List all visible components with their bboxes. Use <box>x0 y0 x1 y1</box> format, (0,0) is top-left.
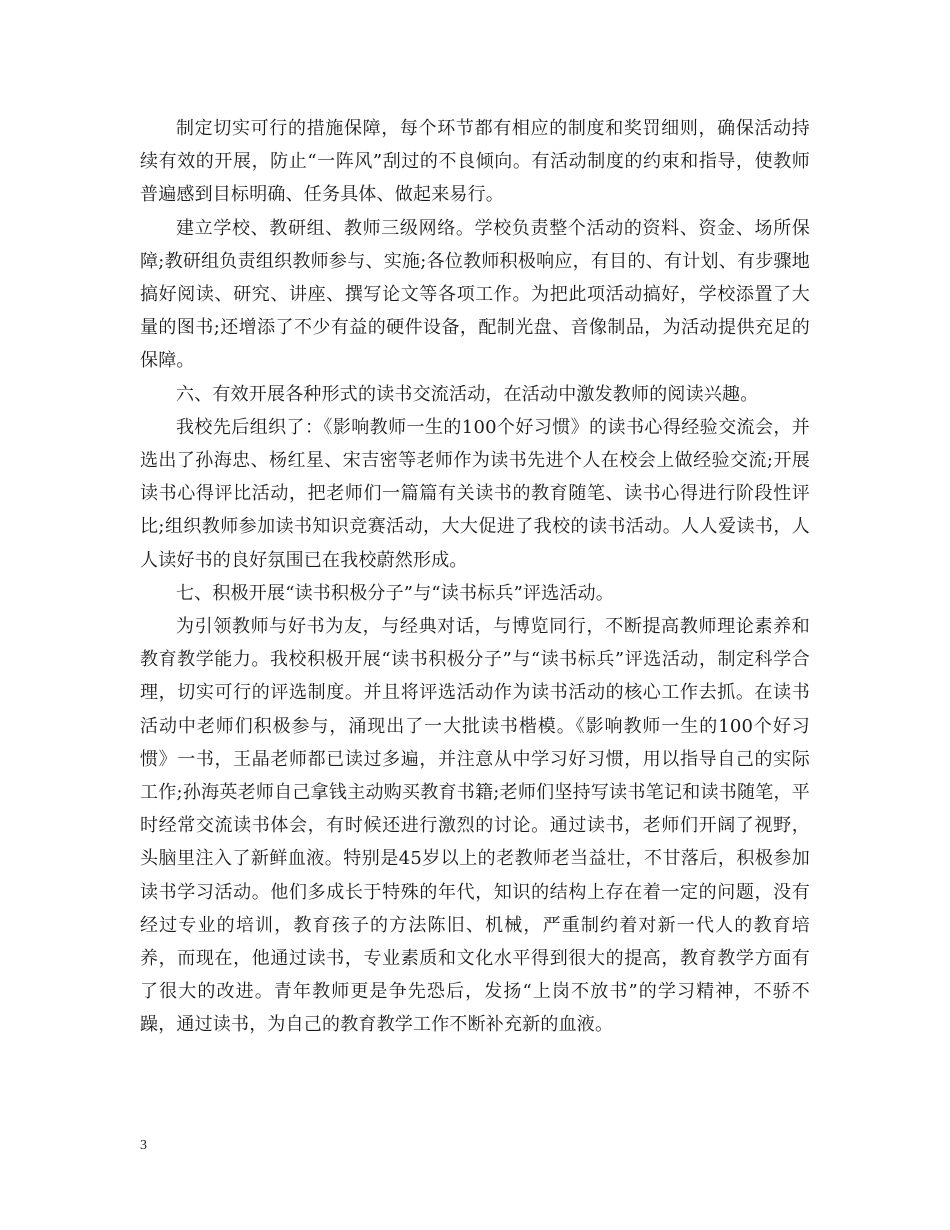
section-heading-six: 六、有效开展各种形式的读书交流活动，在活动中激发教师的阅读兴趣。 <box>176 383 759 405</box>
page-number: 3 <box>140 1138 147 1153</box>
paragraph-reading-awards: 为引领教师与好书为友，与经典对话，与博览同行，不断提高教师理论素养和教育教学能力。我校积极开展“读书积极分子”与“读书标兵”评选活动，制定科学合理，切实可行的评选制度。并且将评选活动作为读书活动的核心工作去抓。在读书活动中老师们积极参与，涌现出了一大批读书楷模。《影响教师一生的100个好习惯》一书，王晶老师都已读过多遍，并注意从中学习好习惯，用以指导自己的实际工作;孙海英老师自己拿钱主动购买教育书籍;老师们坚持写读书笔记和读书随笔，平时经常交流读书体会，有时候还进行激烈的讨论。通过读书，老师们开阔了视野，头脑里注入了新鲜血液。特别是45岁以上的老教师老当益壮，不甘落后，积极参加读书学习活动。他们多成长于特殊的年代，知识的结构上存在着一定的问题，没有经过专业的培训，教育孩子的方法陈旧、机械，严重制约着对新一代人的教育培养，而现在，他通过读书，专业素质和文化水平得到很大的提高，教育教学方面有了很大的改进。青年教师更是争先恐后，发扬“上岗不放书”的学习精神，不骄不躁，通过读书，为自己的教育教学工作不断补充新的血液。 <box>140 616 810 1036</box>
paragraph-reading-exchange: 我校先后组织了：《影响教师一生的100个好习惯》的读书心得经验交流会，并选出了孙海忠、杨红星、宋吉密等老师作为读书先进个人在校会上做经验交流;开展读书心得评比活动，把老师们一篇篇有关读书的教育随笔、读书心得进行阶段性评比;组织教师参加读书知识竞赛活动，大大促进了我校的读书活动。人人爱读书，人人读好书的良好氛围已在我校蔚然形成。 <box>140 416 810 571</box>
paragraph-three-level-network: 建立学校、教研组、教师三级网络。学校负责整个活动的资料、资金、场所保障;教研组负责组织教师参与、实施;各位教师积极响应，有目的、有计划、有步骤地搞好阅读、研究、讲座、撰写论文等各项工作。为把此项活动搞好，学校添置了大量的图书;还增添了不少有益的硬件设备，配制光盘、音像制品，为活动提供充足的保障。 <box>140 217 810 372</box>
section-heading-seven: 七、积极开展“读书积极分子”与“读书标兵”评选活动。 <box>176 582 615 604</box>
document-body <box>140 112 810 1042</box>
paragraph-activity-guarantee: 制定切实可行的措施保障，每个环节都有相应的制度和奖罚细则，确保活动持续有效的开展，防止“一阵风”刮过的不良倾向。有活动制度的约束和指导，使教师普遍感到目标明确、任务具体、做起来易行。 <box>140 118 810 206</box>
